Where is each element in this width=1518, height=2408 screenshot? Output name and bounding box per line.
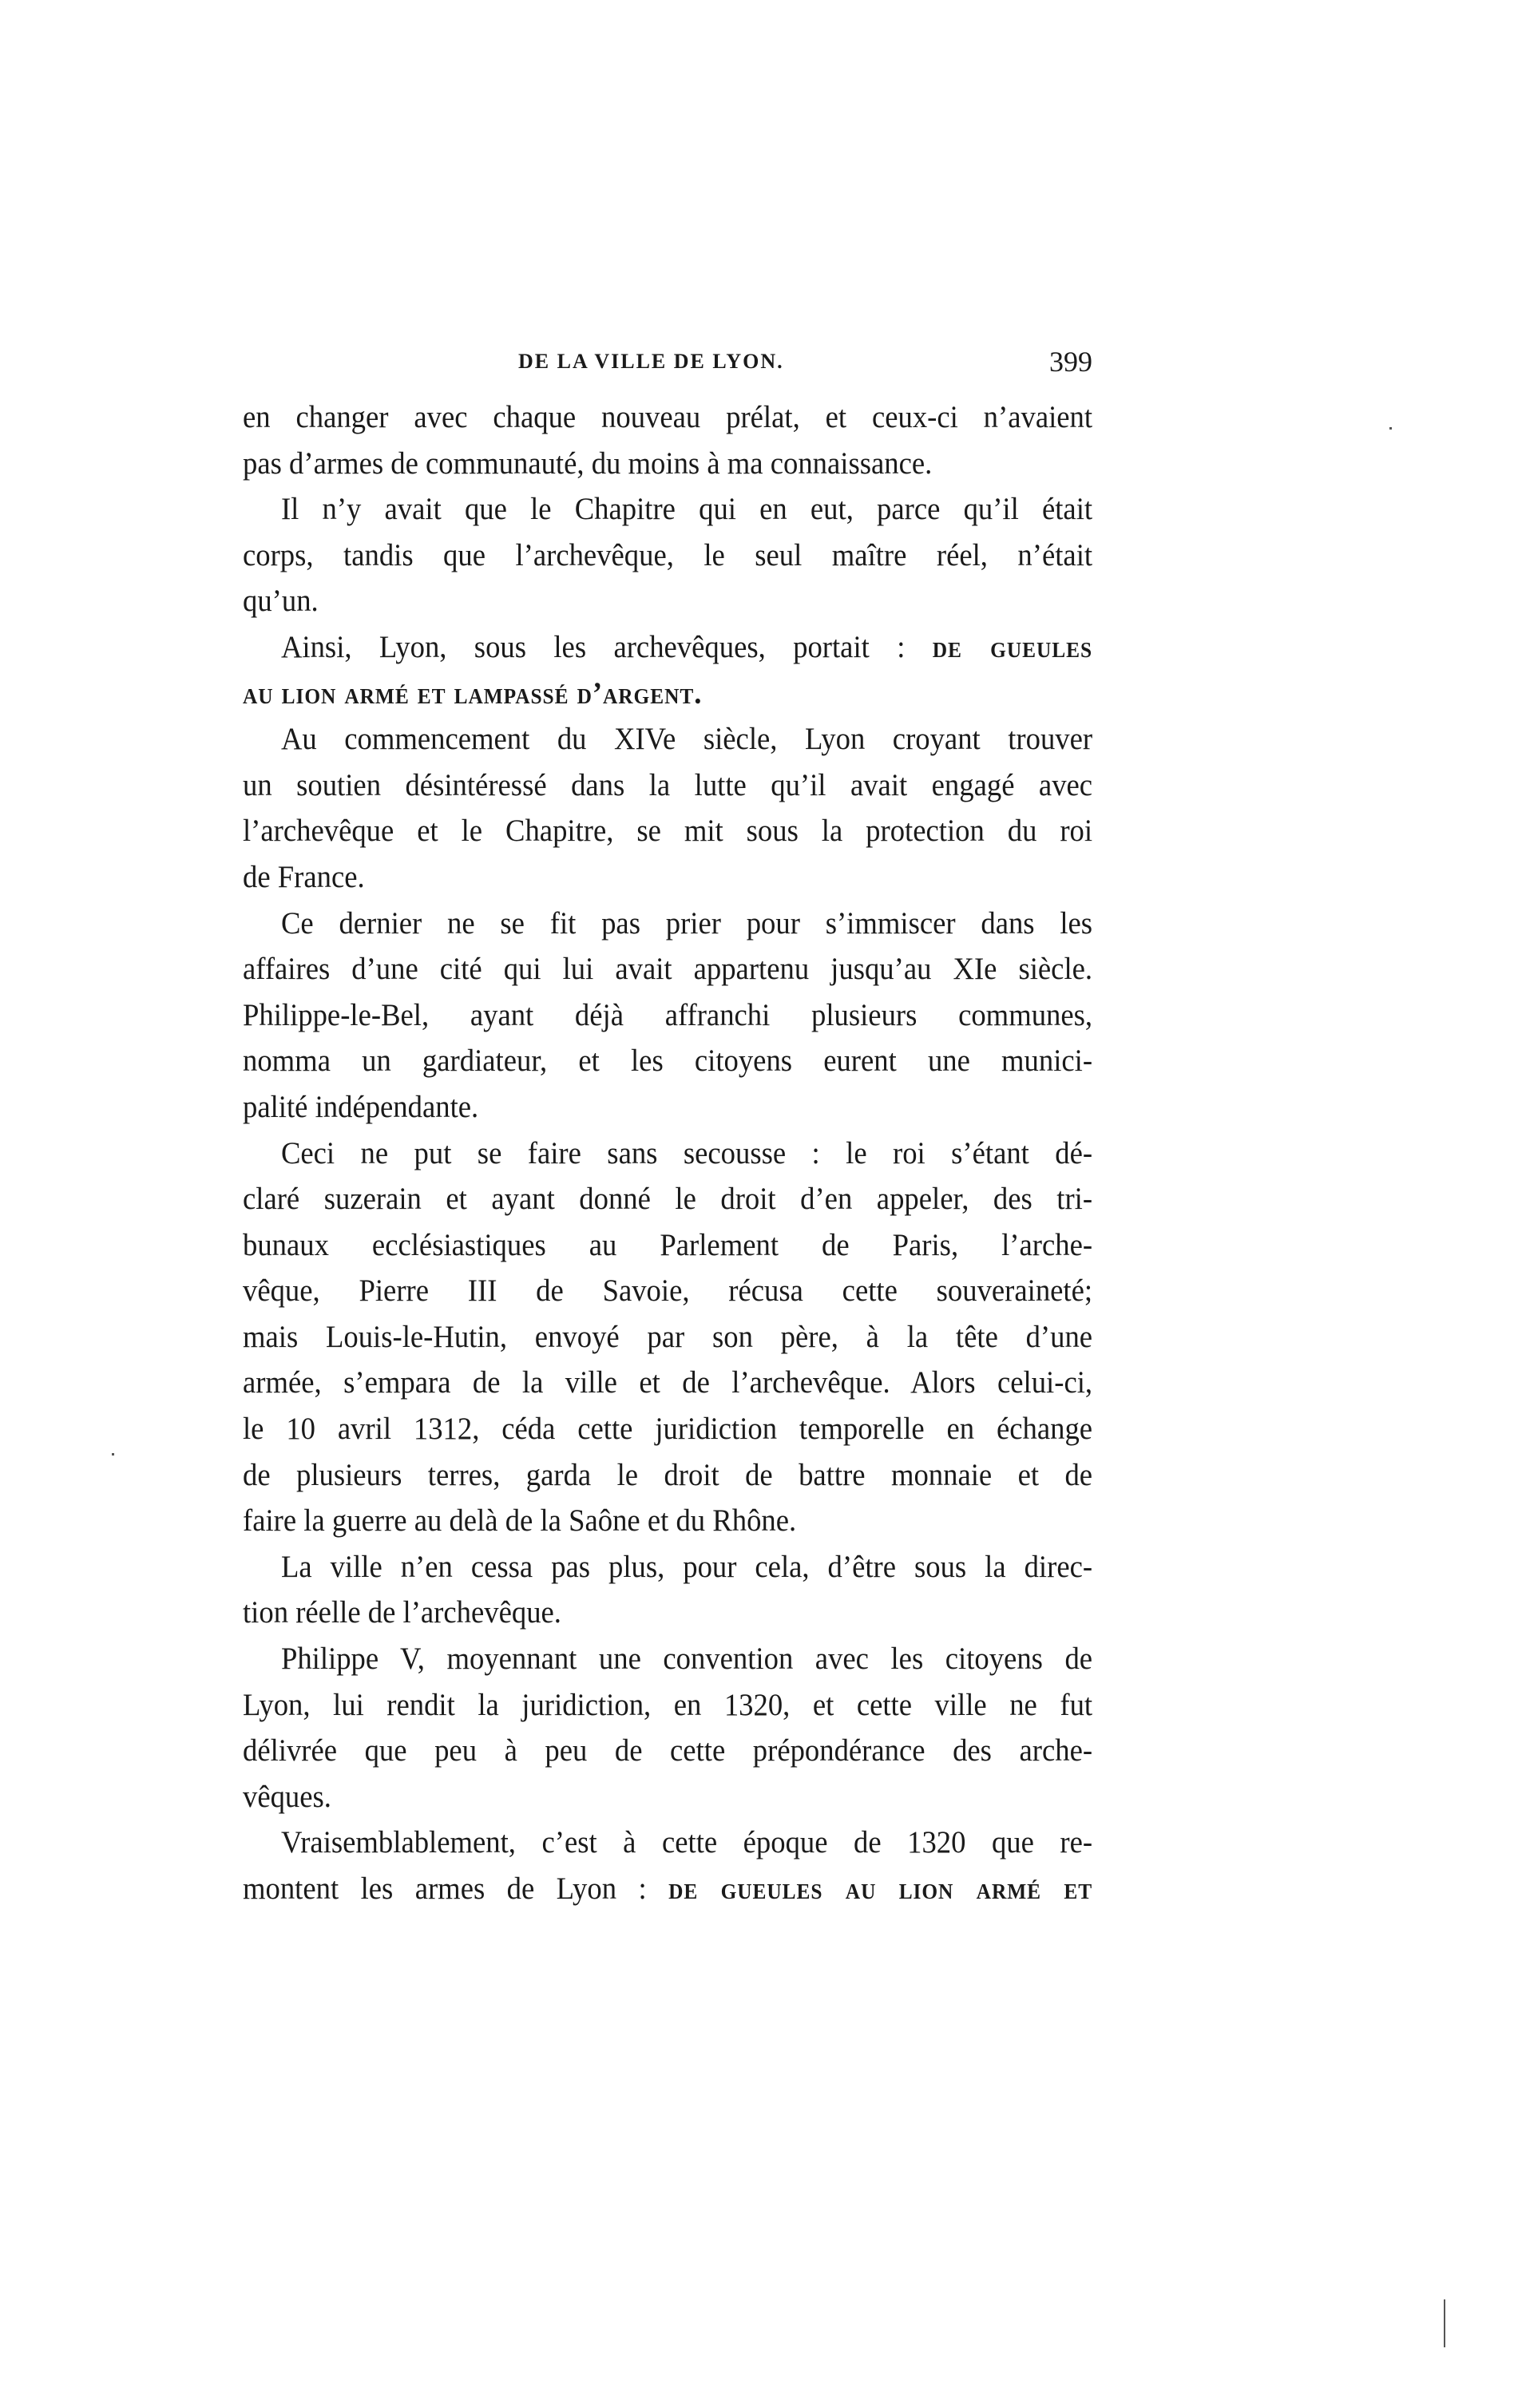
line-text: vêques.: [243, 1779, 331, 1814]
body-text: [243, 394, 1092, 1912]
page-number: 399: [1049, 346, 1092, 378]
line-text: montent les armes de Lyon :: [243, 1871, 669, 1906]
line-text: mais Louis-le-Hutin, envoyé par son père, à la tête d’une: [243, 1319, 1093, 1354]
scan-speck: [1389, 427, 1392, 430]
line-text: Vraisemblablement, c’est à cette époque de 1320 que re-: [280, 1825, 1093, 1860]
line-text: Ainsi, Lyon, sous les archevêques, portait :: [280, 629, 933, 664]
text-line: [243, 854, 1092, 901]
text-line: [243, 808, 1092, 854]
line-text: un soutien désintéressé dans la lutte qu’il avait engagé avec: [243, 767, 1093, 802]
text-line: [243, 1038, 1092, 1084]
text-line: [243, 992, 1092, 1039]
text-line: [243, 901, 1092, 947]
text-line: [243, 1406, 1092, 1452]
text-line: [243, 1820, 1092, 1866]
text-line: [243, 1682, 1092, 1729]
line-text: qu’un.: [243, 584, 319, 619]
line-text: délivrée que peu à peu de cette prépondérance des arche-: [243, 1733, 1093, 1768]
text-line: [243, 1590, 1092, 1636]
line-text: Philippe-le-Bel, ayant déjà affranchi plusieurs communes,: [243, 997, 1093, 1032]
text-line: [243, 441, 1092, 487]
text-line: [243, 1268, 1092, 1314]
text-line: [243, 1636, 1092, 1682]
line-text: bunaux ecclésiastiques au Parlement de Paris, l’arche-: [243, 1227, 1093, 1262]
line-text: Lyon, lui rendit la juridiction, en 1320, et cette ville ne fut: [243, 1687, 1093, 1722]
line-text: affaires d’une cité qui lui avait appartenu jusqu’au XIe siècle.: [243, 952, 1093, 987]
text-line: [243, 1498, 1092, 1544]
line-text: armée, s’empara de la ville et de l’archevêque. Alors celui-ci,: [243, 1365, 1093, 1400]
scan-mark: [1444, 2299, 1445, 2347]
running-title: DE LA VILLE DE LYON.: [518, 350, 784, 373]
line-text: Ce dernier ne se fit pas prier pour s’immiscer dans les: [280, 905, 1093, 941]
line-text: de France.: [243, 859, 365, 894]
line-text: La ville n’en cessa pas plus, pour cela, d’être sous la direc-: [280, 1549, 1093, 1584]
text-line: [243, 762, 1092, 809]
scan-speck: [112, 1453, 114, 1455]
text-line: [243, 671, 1092, 717]
text-line: [243, 1222, 1092, 1269]
line-text: corps, tandis que l’archevêque, le seul maître réel, n’était: [243, 537, 1093, 572]
text-line: [243, 1131, 1092, 1177]
line-text: l’archevêque et le Chapitre, se mit sous la protection du roi: [243, 814, 1093, 849]
text-line: [243, 578, 1092, 624]
small-caps-text: de gueules au lion armé et: [668, 1871, 1093, 1906]
text-line: [243, 1728, 1092, 1774]
small-caps-text: au lion armé et lampassé d’argent.: [243, 675, 703, 711]
line-text: faire la guerre au delà de la Saône et du Rhône.: [243, 1503, 797, 1539]
line-text: tion réelle de l’archevêque.: [243, 1595, 561, 1630]
line-text: Il n’y avait que le Chapitre qui en eut, parce qu’il était: [280, 492, 1093, 527]
page-header: [243, 345, 1092, 385]
text-line: [243, 1774, 1092, 1820]
line-text: vêque, Pierre III de Savoie, récusa cette souveraineté;: [243, 1273, 1093, 1309]
line-text: pas d’armes de communauté, du moins à ma connaissance.: [243, 446, 933, 481]
text-line: [243, 716, 1092, 762]
text-line: [243, 1544, 1092, 1590]
text-line: [243, 1866, 1092, 1912]
text-line: [243, 946, 1092, 992]
line-text: Ceci ne put se faire sans secousse : le roi s’étant dé-: [280, 1135, 1093, 1170]
text-line: [243, 1314, 1092, 1360]
line-text: de plusieurs terres, garda le droit de battre monnaie et de: [243, 1457, 1093, 1492]
line-text: palité indépendante.: [243, 1089, 479, 1124]
line-text: Au commencement du XIVe siècle, Lyon croyant trouver: [280, 722, 1093, 757]
text-line: [243, 1452, 1092, 1499]
line-text: en changer avec chaque nouveau prélat, et ceux-ci n’avaient: [243, 400, 1093, 434]
line-text: nomma un gardiateur, et les citoyens eurent une munici-: [243, 1044, 1093, 1079]
text-line: [243, 1084, 1092, 1131]
text-line: [243, 533, 1092, 579]
text-line: [243, 1360, 1092, 1406]
small-caps-text: de gueules: [932, 629, 1093, 664]
text-line: [243, 486, 1092, 533]
line-text: le 10 avril 1312, céda cette juridiction temporelle en échange: [243, 1412, 1093, 1447]
text-line: [243, 624, 1092, 671]
text-line: [243, 1176, 1092, 1222]
line-text: Philippe V, moyennant une convention avec les citoyens de: [280, 1642, 1093, 1677]
text-line: [243, 394, 1092, 441]
line-text: claré suzerain et ayant donné le droit d’en appeler, des tri-: [243, 1182, 1093, 1217]
